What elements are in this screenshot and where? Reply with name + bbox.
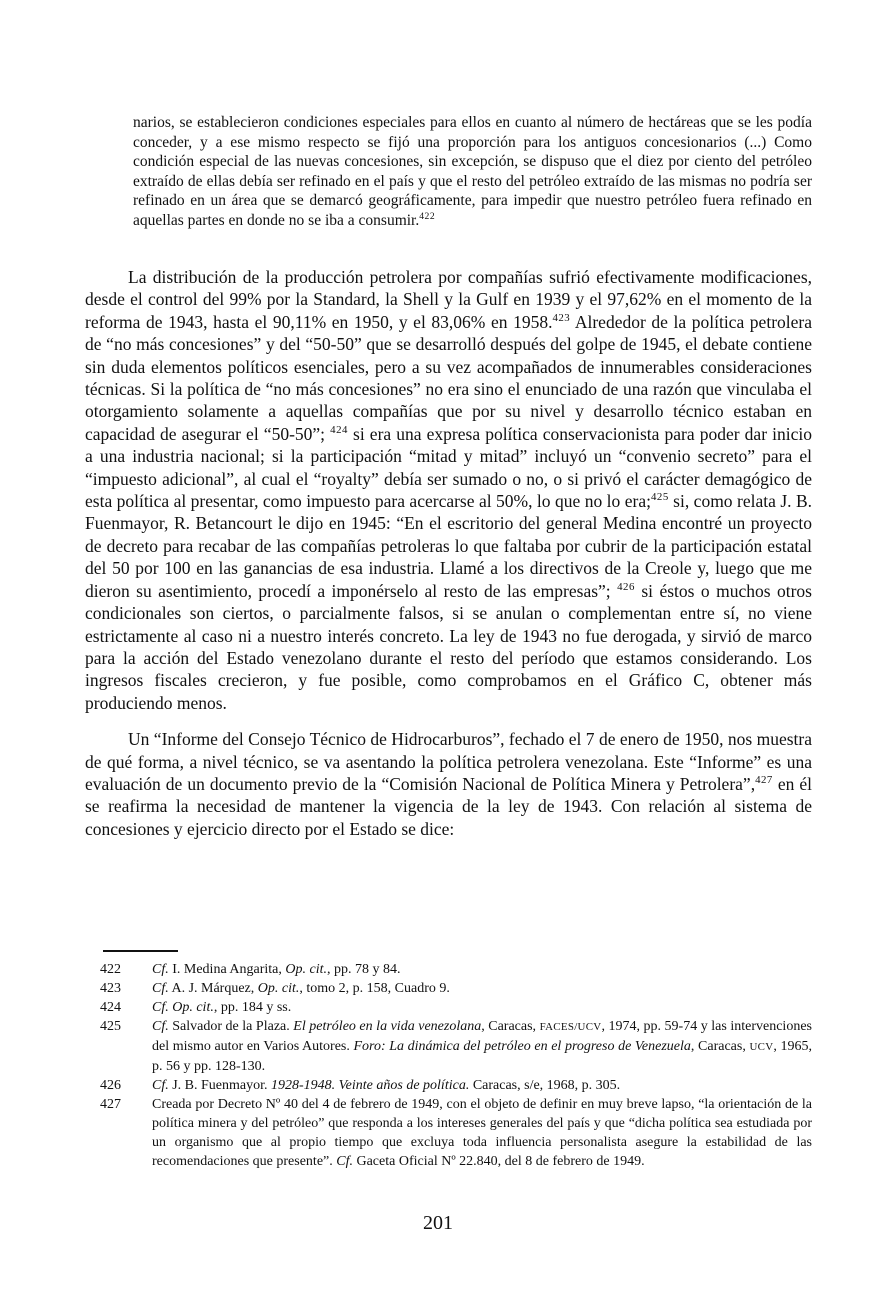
footnotes-section	[85, 960, 812, 1171]
text-segment: , Caracas,	[481, 1019, 540, 1034]
footnote-text	[152, 1095, 812, 1171]
text-segment: , 1974, pp. 59-74 y las intervenciones del mismo autor en Varios Autores.	[152, 1019, 812, 1054]
text-segment: si era una expresa política conservacionista para poder dar inicio a una industria nacional; si la participación “mitad y mitad” incluyó un “convenio secreto” para el “impuesto adicional”, al cual el “royalty” debía ser sumado o no, o si privó el carácter demagógico de esta política al presentar, como impuesto para acercarse al 50%, lo que no lo era;	[85, 423, 812, 512]
footnote-ref-424: 424	[330, 424, 348, 437]
text-segment: en él se reafirma la necesidad de mantener la vigencia de la ley de 1943. Con relación al sistema de concesiones y ejercicio directo por el Estado se dice:	[85, 773, 813, 839]
text-segment: Cf.	[152, 962, 169, 977]
paragraph-2	[85, 728, 812, 840]
text-segment: , pp. 184 y ss.	[213, 1000, 292, 1015]
text-segment: La distribución de la producción petrolera por compañías sufrió efectivamente modificaciones, desde el control del 99% por la Standard, la Shell y la Gulf en 1939 y el 97,62% en el momento de la reforma de 1943, hasta el 90,11% en 1950, y el 83,06% en 1958.	[85, 267, 812, 332]
footnote-number: 425	[100, 1019, 121, 1034]
footnote-number: 424	[100, 1000, 121, 1015]
footnote-427	[85, 1095, 812, 1171]
text-segment: , tomo 2, p. 158, Cuadro 9.	[299, 981, 450, 996]
footnote-ref-426: 426	[617, 580, 635, 593]
footnote-424	[85, 998, 812, 1017]
text-segment: Cf. Op. cit.	[152, 1000, 214, 1015]
text-segment: 1928-1948. Veinte años de política.	[271, 1078, 470, 1093]
text-segment: si, como relata J. B. Fuenmayor, R. Betancourt le dijo en 1945: “En el escritorio del general Medina encontré un proyecto de decreto para recabar de las compañías petroleras lo que faltaba por cubrir de la participación estatal del 50 por 100 en las ganancias de esa industria. Llamé a los directivos de la Creole y, luego que me dieron su asentimiento, procedí a imponérselo al resto de las empresas”;	[85, 491, 813, 601]
text-segment: Foro: La dinámica del petróleo en el progreso de Venezuela	[353, 1039, 691, 1054]
footnote-423	[85, 979, 812, 998]
text-segment: Caracas, s/e, 1968, p. 305.	[469, 1078, 621, 1093]
text-segment: Alrededor de la política petrolera de “no más concesiones” y del “50-50” que se desarrolló después del golpe de 1945, el debate contiene sin duda elementos políticos esenciales, pero a su vez acompañados de innumerables consideraciones técnicas. Si la política de “no más concesiones” no era sino el enunciado de una razón que vinculaba el otorgamiento solamente a aquellas compañías que por su nivel y desarrollo técnico estaban en capacidad de asegurar el “50-50”;	[85, 311, 812, 444]
footnote-number: 427	[100, 1097, 121, 1112]
footnote-ref-423: 423	[552, 311, 571, 324]
text-segment: Un “Informe del Consejo Técnico de Hidrocarburos”, fechado el 7 de enero de 1950, nos muestra de qué forma, a nivel técnico, se va asentando la política petrolera venezolana. Este “Informe” es una evaluación de un documento previo de la “Comisión Nacional de Política Minera y Petrolera”,	[85, 729, 812, 794]
text-segment: Gaceta Oficial Nº 22.840, del 8 de febrero de 1949.	[352, 1154, 645, 1169]
text-segment: Cf.	[152, 981, 169, 996]
text-segment: Cf.	[336, 1154, 353, 1169]
text-segment: I. Medina Angarita,	[168, 962, 286, 977]
footnote-ref-422: 422	[419, 210, 436, 222]
footnote-ref-425: 425	[650, 491, 669, 504]
footnote-text	[152, 960, 812, 979]
text-segment: si éstos o muchos otros condicionales son ciertos, o parcialmente falsos, si se anulan o complementan entre sí, no viene estrictamente al caso ni a nuestro interés concreto. La ley de 1943 no fue derogada, y sirvió de marco para la acción del Estado venezolano durante el resto del período que estamos considerando. Los ingresos fiscales crecieron, y fue posible, como comprobamos en el Gráfico C, obtener más produciendo menos.	[85, 580, 812, 713]
footnote-422	[85, 960, 812, 979]
text-segment: Op. cit.	[285, 962, 327, 977]
footnote-number: 423	[100, 981, 121, 996]
footnote-divider	[103, 950, 178, 952]
footnote-text	[152, 1076, 812, 1095]
footnote-425	[85, 1017, 812, 1076]
text-segment: Cf.	[152, 1019, 169, 1034]
text-segment: , Caracas,	[690, 1039, 750, 1054]
text-segment: A. J. Márquez,	[168, 981, 258, 996]
text-segment: Salvador de la Plaza.	[168, 1019, 294, 1034]
text-segment: FACES/UCV	[539, 1021, 602, 1033]
block-quote	[133, 113, 812, 231]
text-segment: Op. cit.	[257, 981, 300, 996]
footnote-number: 422	[100, 962, 121, 977]
body-text	[85, 266, 812, 840]
footnote-text	[152, 979, 812, 998]
paragraph-1	[85, 266, 812, 714]
text-segment: narios, se establecieron condiciones especiales para ellos en cuanto al número de hectáreas que se les podía conceder, y a ese mismo respecto se fijó una proporción para los antiguos concesionarios (...) Como condición especial de las nuevas concesiones, sin excepción, se dispuso que el diez por ciento del petróleo extraído de ellas debía ser refinado en el país y que el resto del petróleo extraído de las mismas no podría ser refinado en un área que se demarcó geográficamente, para impedir que nuestro petróleo fuera refinado en aquellas partes en donde no se iba a consumir.	[133, 114, 812, 229]
footnote-text	[152, 1017, 812, 1076]
text-segment: J. B. Fuenmayor.	[168, 1078, 272, 1093]
text-segment: , 1965, p. 56 y pp. 128-130.	[152, 1039, 813, 1074]
text-segment: Cf.	[152, 1078, 169, 1093]
footnote-ref-427: 427	[755, 774, 773, 787]
page-number: 201	[423, 1212, 453, 1234]
footnote-426	[85, 1076, 812, 1095]
text-segment: Creada por Decreto Nº 40 del 4 de febrero de 1949, con el objeto de definir en muy breve lapso, “la orientación de la política minera y del petróleo” que responda a los intereses generales del país y que “dicha política sea estudiada por un organismo que al propio tiempo que excluya toda influencia personalista asegure la estabilidad de las recomendaciones que presente”.	[152, 1097, 812, 1169]
text-segment: , pp. 78 y 84.	[326, 962, 401, 977]
text-segment: El petróleo en la vida venezolana	[293, 1019, 482, 1034]
footnote-text	[152, 998, 812, 1017]
footnote-number: 426	[100, 1078, 121, 1093]
text-segment: UCV	[749, 1041, 774, 1053]
